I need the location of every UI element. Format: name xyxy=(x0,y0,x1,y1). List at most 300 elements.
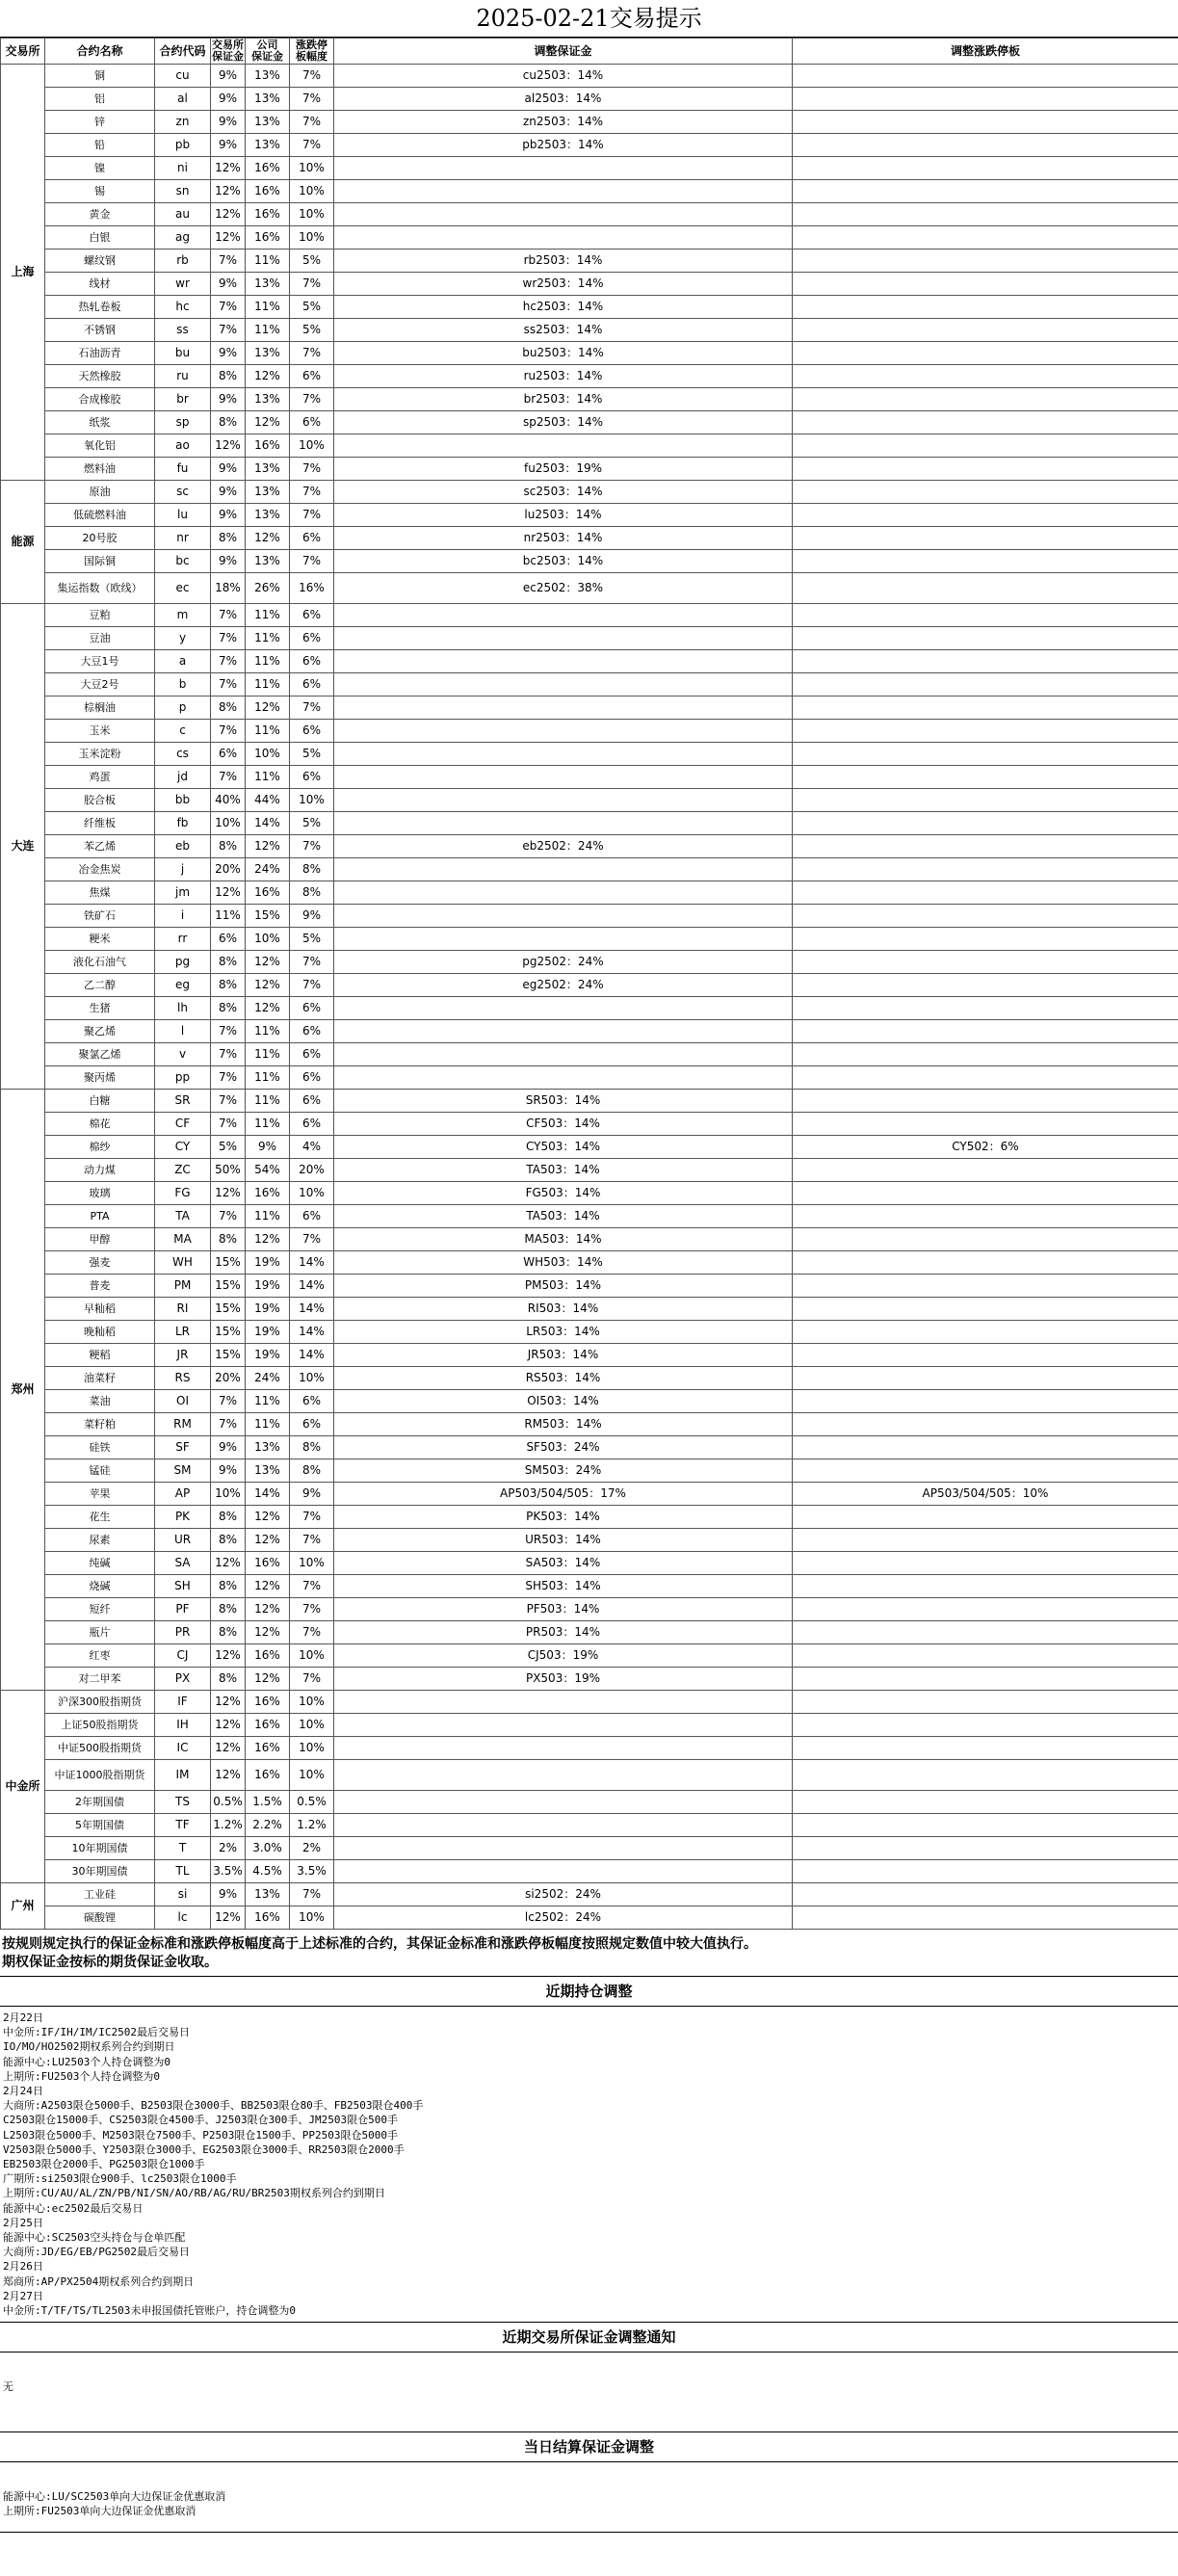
adjust-limit-cell xyxy=(793,203,1178,226)
limit-cell: 7% xyxy=(290,504,334,527)
adjust-margin-cell xyxy=(334,203,793,226)
contract-code-cell: j xyxy=(155,858,211,881)
adjust-limit-cell xyxy=(793,365,1178,388)
adjust-limit-cell xyxy=(793,1344,1178,1367)
contract-code-cell: ni xyxy=(155,157,211,180)
table-row xyxy=(1,1598,1178,1621)
table-row xyxy=(1,835,1178,858)
exchange-margin-cell: 15% xyxy=(211,1251,246,1275)
table-row xyxy=(1,1837,1178,1860)
contract-name-cell: 中证500股指期货 xyxy=(45,1737,155,1760)
exchange-margin-cell: 12% xyxy=(211,203,246,226)
company-margin-cell: 54% xyxy=(246,1159,290,1182)
contract-code-cell: ao xyxy=(155,434,211,458)
limit-cell: 7% xyxy=(290,1228,334,1251)
contract-name-cell: 镍 xyxy=(45,157,155,180)
company-margin-cell: 16% xyxy=(246,1737,290,1760)
adjust-limit-cell xyxy=(793,1020,1178,1043)
contract-code-cell: SF xyxy=(155,1436,211,1459)
contract-name-cell: 豆油 xyxy=(45,627,155,650)
adjust-margin-cell: OI503：14% xyxy=(334,1390,793,1413)
table-row xyxy=(1,388,1178,411)
adjust-limit-cell xyxy=(793,604,1178,627)
exchange-cell: 郑州 xyxy=(1,1090,45,1691)
company-margin-cell: 14% xyxy=(246,1483,290,1506)
adjust-margin-cell: AP503/504/505：17% xyxy=(334,1483,793,1506)
adjust-limit-cell xyxy=(793,1529,1178,1552)
limit-cell: 7% xyxy=(290,134,334,157)
company-margin-cell: 24% xyxy=(246,1367,290,1390)
adjust-limit-cell xyxy=(793,1043,1178,1066)
contract-name-cell: 烧碱 xyxy=(45,1575,155,1598)
limit-cell: 6% xyxy=(290,1090,334,1113)
adjust-limit-cell xyxy=(793,1644,1178,1668)
contract-code-cell: IM xyxy=(155,1760,211,1791)
contract-code-cell: WH xyxy=(155,1251,211,1275)
exchange-margin-cell: 7% xyxy=(211,319,246,342)
contract-code-cell: RS xyxy=(155,1367,211,1390)
company-margin-cell: 13% xyxy=(246,65,290,88)
limit-cell: 7% xyxy=(290,458,334,481)
contract-code-cell: PM xyxy=(155,1275,211,1298)
limit-cell: 6% xyxy=(290,673,334,697)
limit-cell: 7% xyxy=(290,835,334,858)
company-margin-cell: 11% xyxy=(246,1390,290,1413)
adjust-margin-cell: al2503：14% xyxy=(334,88,793,111)
adjust-margin-cell xyxy=(334,1020,793,1043)
exchange-margin-cell: 7% xyxy=(211,1413,246,1436)
contract-name-cell: 普麦 xyxy=(45,1275,155,1298)
header-exchange-margin: 交易所 保证金 xyxy=(212,39,244,63)
limit-cell: 14% xyxy=(290,1344,334,1367)
company-margin-cell: 13% xyxy=(246,388,290,411)
contract-name-cell: 铁矿石 xyxy=(45,905,155,928)
contract-code-cell: ZC xyxy=(155,1159,211,1182)
adjust-limit-cell xyxy=(793,1814,1178,1837)
limit-cell: 7% xyxy=(290,951,334,974)
exchange-margin-cell: 9% xyxy=(211,134,246,157)
table-row xyxy=(1,1275,1178,1298)
exchange-margin-cell: 7% xyxy=(211,1090,246,1113)
adjust-margin-cell: TA503：14% xyxy=(334,1159,793,1182)
table-row xyxy=(1,1791,1178,1814)
company-margin-cell: 11% xyxy=(246,673,290,697)
exchange-margin-cell: 7% xyxy=(211,673,246,697)
adjust-margin-cell xyxy=(334,743,793,766)
adjust-margin-cell xyxy=(334,1791,793,1814)
limit-cell: 7% xyxy=(290,111,334,134)
company-margin-cell: 16% xyxy=(246,1760,290,1791)
company-margin-cell: 11% xyxy=(246,627,290,650)
table-row xyxy=(1,527,1178,550)
table-row xyxy=(1,1691,1178,1714)
company-margin-cell: 16% xyxy=(246,203,290,226)
contract-name-cell: PTA xyxy=(45,1205,155,1228)
exchange-margin-cell: 9% xyxy=(211,273,246,296)
company-margin-cell: 12% xyxy=(246,974,290,997)
table-row xyxy=(1,673,1178,697)
company-margin-cell: 2.2% xyxy=(246,1814,290,1837)
exchange-margin-cell: 1.2% xyxy=(211,1814,246,1837)
exchange-margin-cell: 9% xyxy=(211,88,246,111)
limit-cell: 6% xyxy=(290,1020,334,1043)
table-row xyxy=(1,1483,1178,1506)
exchange-cell: 上海 xyxy=(1,65,45,481)
exchange-margin-cell: 9% xyxy=(211,481,246,504)
company-margin-cell: 16% xyxy=(246,1906,290,1930)
exchange-margin-cell: 0.5% xyxy=(211,1791,246,1814)
company-margin-cell: 12% xyxy=(246,411,290,434)
exchange-margin-cell: 8% xyxy=(211,951,246,974)
exchange-margin-cell: 7% xyxy=(211,250,246,273)
adjust-margin-cell: CJ503：19% xyxy=(334,1644,793,1668)
table-row xyxy=(1,1159,1178,1182)
contract-code-cell: CJ xyxy=(155,1644,211,1668)
limit-cell: 10% xyxy=(290,1714,334,1737)
contract-code-cell: br xyxy=(155,388,211,411)
company-margin-cell: 11% xyxy=(246,604,290,627)
contract-code-cell: cs xyxy=(155,743,211,766)
contract-code-cell: lh xyxy=(155,997,211,1020)
exchange-margin-cell: 8% xyxy=(211,1529,246,1552)
company-margin-cell: 13% xyxy=(246,1436,290,1459)
contract-name-cell: 大豆2号 xyxy=(45,673,155,697)
contract-code-cell: TF xyxy=(155,1814,211,1837)
limit-cell: 14% xyxy=(290,1275,334,1298)
adjust-limit-cell xyxy=(793,1668,1178,1691)
exchange-margin-cell: 8% xyxy=(211,527,246,550)
contract-name-cell: 动力煤 xyxy=(45,1159,155,1182)
adjust-limit-cell xyxy=(793,1275,1178,1298)
exchange-margin-cell: 8% xyxy=(211,1668,246,1691)
margin-table xyxy=(0,38,1178,1930)
table-row xyxy=(1,365,1178,388)
limit-cell: 14% xyxy=(290,1321,334,1344)
contract-name-cell: 大豆1号 xyxy=(45,650,155,673)
table-row xyxy=(1,1459,1178,1483)
company-margin-cell: 12% xyxy=(246,1575,290,1598)
adjust-margin-cell xyxy=(334,1691,793,1714)
contract-code-cell: al xyxy=(155,88,211,111)
table-row xyxy=(1,627,1178,650)
adjust-limit-cell xyxy=(793,226,1178,250)
limit-cell: 6% xyxy=(290,411,334,434)
limit-cell: 5% xyxy=(290,743,334,766)
adjust-margin-cell xyxy=(334,180,793,203)
limit-cell: 9% xyxy=(290,1483,334,1506)
table-row xyxy=(1,1575,1178,1598)
exchange-margin-cell: 50% xyxy=(211,1159,246,1182)
margin-notice-title: 近期交易所保证金调整通知 xyxy=(0,2323,1178,2353)
adjust-margin-cell: zn2503：14% xyxy=(334,111,793,134)
contract-code-cell: UR xyxy=(155,1529,211,1552)
table-row xyxy=(1,573,1178,604)
adjust-margin-cell xyxy=(334,1860,793,1883)
contract-name-cell: 白银 xyxy=(45,226,155,250)
contract-code-cell: fb xyxy=(155,812,211,835)
exchange-margin-cell: 6% xyxy=(211,928,246,951)
contract-name-cell: 石油沥青 xyxy=(45,342,155,365)
exchange-margin-cell: 8% xyxy=(211,365,246,388)
company-margin-cell: 11% xyxy=(246,296,290,319)
adjust-margin-cell: CY503：14% xyxy=(334,1136,793,1159)
limit-cell: 8% xyxy=(290,1436,334,1459)
contract-code-cell: p xyxy=(155,697,211,720)
adjust-limit-cell xyxy=(793,65,1178,88)
contract-name-cell: 中证1000股指期货 xyxy=(45,1760,155,1791)
adjust-limit-cell xyxy=(793,250,1178,273)
company-margin-cell: 13% xyxy=(246,88,290,111)
section-line: V2503限仓5000手、Y2503限仓3000手、EG2503限仓3000手、RR2503限仓2000手 xyxy=(3,2142,405,2156)
exchange-margin-cell: 9% xyxy=(211,65,246,88)
adjust-margin-cell xyxy=(334,858,793,881)
adjust-margin-cell: sp2503：14% xyxy=(334,411,793,434)
adjust-limit-cell xyxy=(793,1575,1178,1598)
contract-name-cell: 菜籽粕 xyxy=(45,1413,155,1436)
contract-name-cell: 油菜籽 xyxy=(45,1367,155,1390)
exchange-cell: 中金所 xyxy=(1,1691,45,1883)
table-row xyxy=(1,1113,1178,1136)
position-section-title: 近期持仓调整 xyxy=(0,1977,1178,2007)
adjust-limit-cell xyxy=(793,835,1178,858)
contract-code-cell: pp xyxy=(155,1066,211,1090)
contract-name-cell: 螺纹钢 xyxy=(45,250,155,273)
company-margin-cell: 12% xyxy=(246,997,290,1020)
contract-name-cell: 铅 xyxy=(45,134,155,157)
section-line: 能源中心:LU2503个人持仓调整为0 xyxy=(3,2055,170,2068)
contract-code-cell: hc xyxy=(155,296,211,319)
limit-cell: 9% xyxy=(290,905,334,928)
table-row xyxy=(1,789,1178,812)
adjust-margin-cell xyxy=(334,697,793,720)
contract-code-cell: CF xyxy=(155,1113,211,1136)
adjust-margin-cell xyxy=(334,905,793,928)
adjust-margin-cell: PF503：14% xyxy=(334,1598,793,1621)
exchange-margin-cell: 7% xyxy=(211,1043,246,1066)
contract-code-cell: ec xyxy=(155,573,211,604)
limit-cell: 7% xyxy=(290,273,334,296)
adjust-margin-cell: sc2503：14% xyxy=(334,481,793,504)
limit-cell: 10% xyxy=(290,1906,334,1930)
contract-code-cell: IC xyxy=(155,1737,211,1760)
contract-code-cell: eg xyxy=(155,974,211,997)
adjust-limit-cell: AP503/504/505：10% xyxy=(793,1483,1178,1506)
contract-name-cell: 铜 xyxy=(45,65,155,88)
contract-code-cell: rr xyxy=(155,928,211,951)
company-margin-cell: 24% xyxy=(246,858,290,881)
company-margin-cell: 12% xyxy=(246,951,290,974)
company-margin-cell: 11% xyxy=(246,1413,290,1436)
contract-name-cell: 玉米淀粉 xyxy=(45,743,155,766)
adjust-limit-cell xyxy=(793,1621,1178,1644)
table-row xyxy=(1,928,1178,951)
exchange-margin-cell: 2% xyxy=(211,1837,246,1860)
contract-name-cell: 棉花 xyxy=(45,1113,155,1136)
header-limit: 涨跌停 板幅度 xyxy=(290,39,334,65)
company-margin-cell: 11% xyxy=(246,1113,290,1136)
limit-cell: 6% xyxy=(290,1390,334,1413)
table-row xyxy=(1,458,1178,481)
contract-code-cell: SA xyxy=(155,1552,211,1575)
contract-code-cell: c xyxy=(155,720,211,743)
adjust-margin-cell: pg2502：24% xyxy=(334,951,793,974)
company-margin-cell: 11% xyxy=(246,319,290,342)
exchange-margin-cell: 12% xyxy=(211,1552,246,1575)
contract-name-cell: 液化石油气 xyxy=(45,951,155,974)
contract-name-cell: 粳稻 xyxy=(45,1344,155,1367)
exchange-margin-cell: 3.5% xyxy=(211,1860,246,1883)
table-row xyxy=(1,1860,1178,1883)
adjust-margin-cell: PX503：19% xyxy=(334,1668,793,1691)
table-row xyxy=(1,1344,1178,1367)
company-margin-cell: 13% xyxy=(246,111,290,134)
table-row xyxy=(1,1714,1178,1737)
exchange-margin-cell: 40% xyxy=(211,789,246,812)
table-row xyxy=(1,604,1178,627)
contract-code-cell: FG xyxy=(155,1182,211,1205)
contract-code-cell: fu xyxy=(155,458,211,481)
limit-cell: 20% xyxy=(290,1159,334,1182)
adjust-margin-cell: SF503：24% xyxy=(334,1436,793,1459)
contract-code-cell: zn xyxy=(155,111,211,134)
contract-name-cell: 鸡蛋 xyxy=(45,766,155,789)
contract-name-cell: 工业硅 xyxy=(45,1883,155,1906)
contract-name-cell: 沪深300股指期货 xyxy=(45,1691,155,1714)
limit-cell: 6% xyxy=(290,650,334,673)
contract-name-cell: 聚氯乙烯 xyxy=(45,1043,155,1066)
exchange-margin-cell: 12% xyxy=(211,157,246,180)
adjust-margin-cell: lu2503：14% xyxy=(334,504,793,527)
adjust-limit-cell xyxy=(793,766,1178,789)
notes xyxy=(0,1930,1178,1977)
table-row xyxy=(1,1043,1178,1066)
limit-cell: 6% xyxy=(290,1113,334,1136)
contract-code-cell: OI xyxy=(155,1390,211,1413)
adjust-margin-cell: bc2503：14% xyxy=(334,550,793,573)
adjust-margin-cell: PK503：14% xyxy=(334,1506,793,1529)
limit-cell: 7% xyxy=(290,697,334,720)
limit-cell: 7% xyxy=(290,1598,334,1621)
adjust-limit-cell xyxy=(793,134,1178,157)
company-margin-cell: 12% xyxy=(246,1598,290,1621)
adjust-limit-cell xyxy=(793,1228,1178,1251)
adjust-limit-cell xyxy=(793,1837,1178,1860)
section-line: L2503限仓5000手、M2503限仓7500手、P2503限仓1500手、PP2503限仓5000手 xyxy=(3,2128,399,2142)
contract-name-cell: 冶金焦炭 xyxy=(45,858,155,881)
page-title: 2025-02-21交易提示 xyxy=(0,0,1178,38)
contract-code-cell: LR xyxy=(155,1321,211,1344)
exchange-margin-cell: 7% xyxy=(211,1205,246,1228)
section-line: 中金所:T/TF/TS/TL2503未申报国债托管账户，持仓调整为0 xyxy=(3,2304,296,2318)
exchange-margin-cell: 9% xyxy=(211,1436,246,1459)
contract-code-cell: m xyxy=(155,604,211,627)
contract-code-cell: cu xyxy=(155,65,211,88)
company-margin-cell: 13% xyxy=(246,342,290,365)
adjust-limit-cell xyxy=(793,905,1178,928)
company-margin-cell: 19% xyxy=(246,1321,290,1344)
company-margin-cell: 11% xyxy=(246,1090,290,1113)
table-row xyxy=(1,296,1178,319)
exchange-margin-cell: 8% xyxy=(211,1598,246,1621)
limit-cell: 6% xyxy=(290,604,334,627)
adjust-margin-cell: UR503：14% xyxy=(334,1529,793,1552)
table-row xyxy=(1,111,1178,134)
limit-cell: 7% xyxy=(290,1575,334,1598)
adjust-limit-cell xyxy=(793,1298,1178,1321)
table-row xyxy=(1,1883,1178,1906)
company-margin-cell: 12% xyxy=(246,365,290,388)
exchange-margin-cell: 12% xyxy=(211,180,246,203)
contract-code-cell: nr xyxy=(155,527,211,550)
section-line: 郑商所:AP/PX2504期权系列合约到期日 xyxy=(3,2274,195,2288)
contract-name-cell: 2年期国债 xyxy=(45,1791,155,1814)
adjust-limit-cell xyxy=(793,1159,1178,1182)
adjust-limit-cell xyxy=(793,111,1178,134)
company-margin-cell: 11% xyxy=(246,720,290,743)
company-margin-cell: 13% xyxy=(246,504,290,527)
contract-code-cell: au xyxy=(155,203,211,226)
limit-cell: 6% xyxy=(290,720,334,743)
limit-cell: 10% xyxy=(290,789,334,812)
contract-code-cell: PK xyxy=(155,1506,211,1529)
section-line: 大商所:A2503限仓5000手、B2503限仓3000手、BB2503限仓80手、FB2503限仓400手 xyxy=(3,2099,424,2113)
company-margin-cell: 11% xyxy=(246,1043,290,1066)
contract-name-cell: 玉米 xyxy=(45,720,155,743)
section-line: 2月22日 xyxy=(3,2011,43,2024)
adjust-margin-cell: SA503：14% xyxy=(334,1552,793,1575)
exchange-margin-cell: 8% xyxy=(211,697,246,720)
exchange-margin-cell: 15% xyxy=(211,1298,246,1321)
header-contract-code: 合约代码 xyxy=(155,39,211,65)
exchange-margin-cell: 8% xyxy=(211,1575,246,1598)
adjust-limit-cell xyxy=(793,997,1178,1020)
contract-name-cell: 苯乙烯 xyxy=(45,835,155,858)
exchange-margin-cell: 12% xyxy=(211,434,246,458)
section-line: 2月24日 xyxy=(3,2085,43,2098)
adjust-limit-cell xyxy=(793,789,1178,812)
settlement-section-body xyxy=(0,2462,1178,2533)
limit-cell: 10% xyxy=(290,434,334,458)
exchange-margin-cell: 9% xyxy=(211,458,246,481)
table-row xyxy=(1,1668,1178,1691)
contract-name-cell: 锰硅 xyxy=(45,1459,155,1483)
exchange-margin-cell: 15% xyxy=(211,1275,246,1298)
note-line: 按规则规定执行的保证金标准和涨跌停板幅度高于上述标准的合约，其保证金标准和涨跌停板幅度按照规定数值中较大值执行。 xyxy=(2,1936,757,1952)
adjust-limit-cell xyxy=(793,1906,1178,1930)
adjust-margin-cell: JR503：14% xyxy=(334,1344,793,1367)
table-header-row xyxy=(1,39,1178,65)
exchange-margin-cell: 18% xyxy=(211,573,246,604)
limit-cell: 6% xyxy=(290,1066,334,1090)
contract-code-cell: IH xyxy=(155,1714,211,1737)
exchange-margin-cell: 7% xyxy=(211,1113,246,1136)
adjust-margin-cell: fu2503：19% xyxy=(334,458,793,481)
adjust-limit-cell xyxy=(793,1860,1178,1883)
company-margin-cell: 11% xyxy=(246,1066,290,1090)
adjust-margin-cell xyxy=(334,226,793,250)
contract-name-cell: 豆粕 xyxy=(45,604,155,627)
adjust-margin-cell xyxy=(334,604,793,627)
limit-cell: 16% xyxy=(290,573,334,604)
adjust-margin-cell: rb2503：14% xyxy=(334,250,793,273)
contract-name-cell: 菜油 xyxy=(45,1390,155,1413)
margin-notice-body: 无 xyxy=(0,2353,1178,2432)
adjust-limit-cell xyxy=(793,458,1178,481)
section-line: 上期所:FU2503个人持仓调整为0 xyxy=(3,2069,160,2083)
adjust-margin-cell: pb2503：14% xyxy=(334,134,793,157)
section-line: 广期所:si2503限仓900手、lc2503限仓1000手 xyxy=(3,2172,237,2186)
adjust-limit-cell xyxy=(793,1791,1178,1814)
